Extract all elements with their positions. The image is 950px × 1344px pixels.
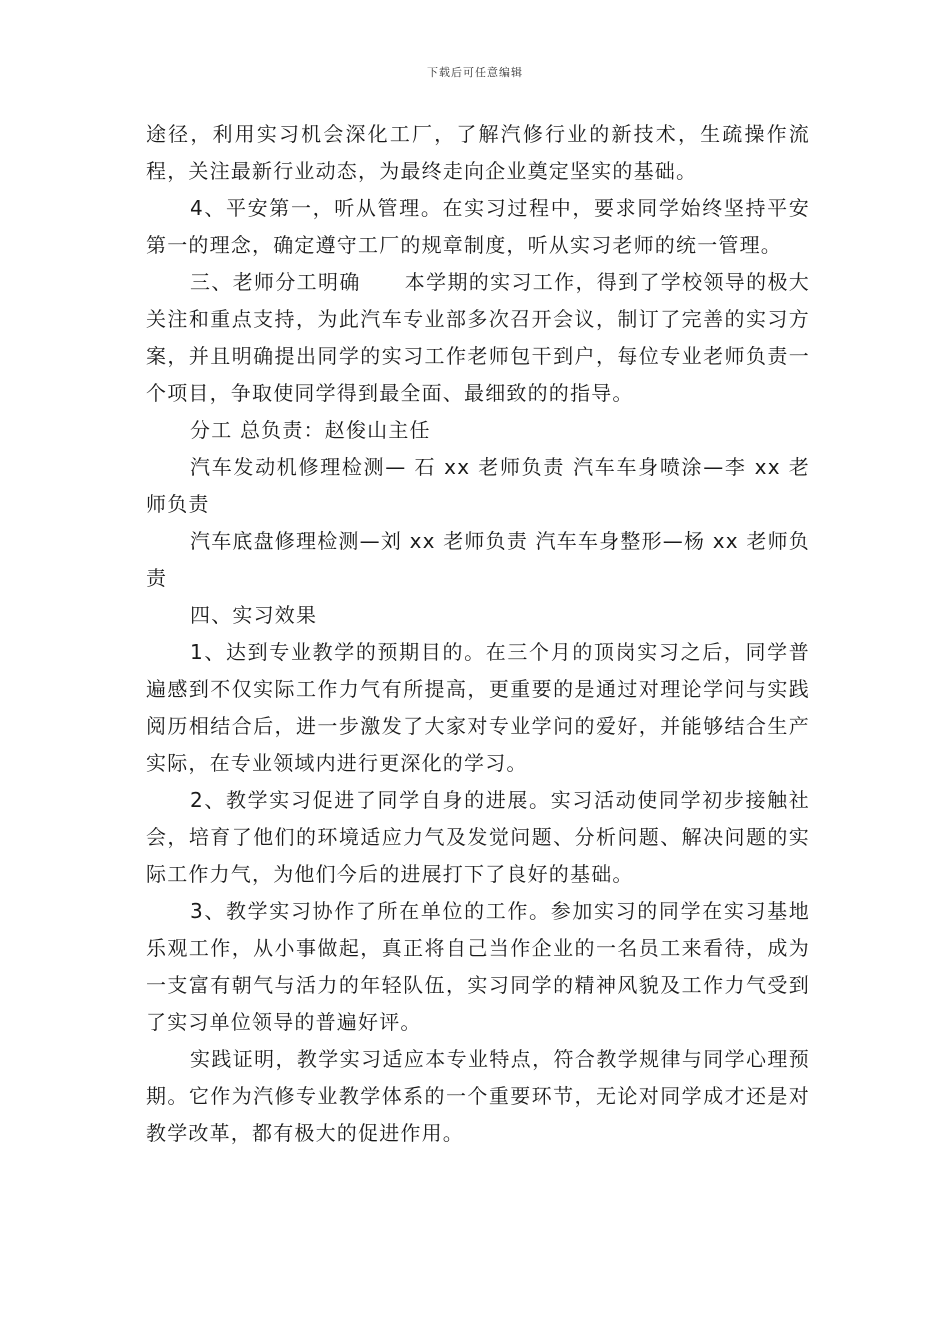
paragraph-overall-lead: 分工 总负责：赵俊山主任	[190, 418, 431, 442]
paragraph-result-3: 3、教学实习协作了所在单位的工作。参加实习的同学在实习基地乐观工作，从小事做起，真正将自己当作企业的一名员工来看待，成为一支富有朝气与活力的年轻队伍，实习同学的精神风貌及工作力气受到了实习单位领导的普遍好评。	[146, 899, 810, 1034]
paragraph-result-1: 1、达到专业教学的预期目的。在三个月的顶岗实习之后，同学普遍感到不仅实际工作力气有所提高，更重要的是通过对理论学问与实践阅历相结合后，进一步激发了大家对专业学问的爱好，并能够结合生产实际，在专业领域内进行更深化的学习。	[146, 640, 810, 775]
paragraph-safety-first: 4、平安第一，听从管理。在实习过程中，要求同学始终坚持平安第一的理念，确定遵守工厂的规章制度，听从实习老师的统一管理。	[146, 196, 810, 257]
paragraph-teacher-division-text: 本学期的实习工作，得到了学校领导的极大关注和重点支持，为此汽车专业部多次召开会议，制订了完善的实习方案，并且明确提出同学的实习工作老师包干到户，每位专业老师负责一个项目，争取使同学得到最全面、最细致的的指导。	[146, 270, 810, 405]
paragraph-result-2: 2、教学实习促进了同学自身的进展。实习活动使同学初步接触社会，培育了他们的环境适应力气及发觉问题、分析问题、解决问题的实际工作力气，为他们今后的进展打下了良好的基础。	[146, 788, 810, 886]
paragraph-conclusion: 实践证明，教学实习适应本专业特点，符合教学规律与同学心理预期。它作为汽修专业教学体系的一个重要环节，无论对同学成才还是对教学改革，都有极大的促进作用。	[146, 1047, 810, 1145]
page-header: 下载后可任意编辑	[427, 66, 523, 79]
section-heading-teacher-division: 三、老师分工明确	[190, 270, 361, 294]
document-body	[146, 116, 810, 1152]
paragraph-teacher-division	[146, 264, 810, 412]
paragraph-chassis-body: 汽车底盘修理检测—刘 xx 老师负责 汽车车身整形—杨 xx 老师负责	[146, 529, 810, 590]
section-heading-results: 四、实习效果	[190, 603, 318, 627]
paragraph-engine-painting: 汽车发动机修理检测— 石 xx 老师负责 汽车车身喷涂—李 xx 老师负责	[146, 455, 810, 516]
paragraph-intro-continuation: 途径，利用实习机会深化工厂，了解汽修行业的新技术，生疏操作流程，关注最新行业动态，为最终走向企业奠定坚实的基础。	[146, 122, 810, 183]
